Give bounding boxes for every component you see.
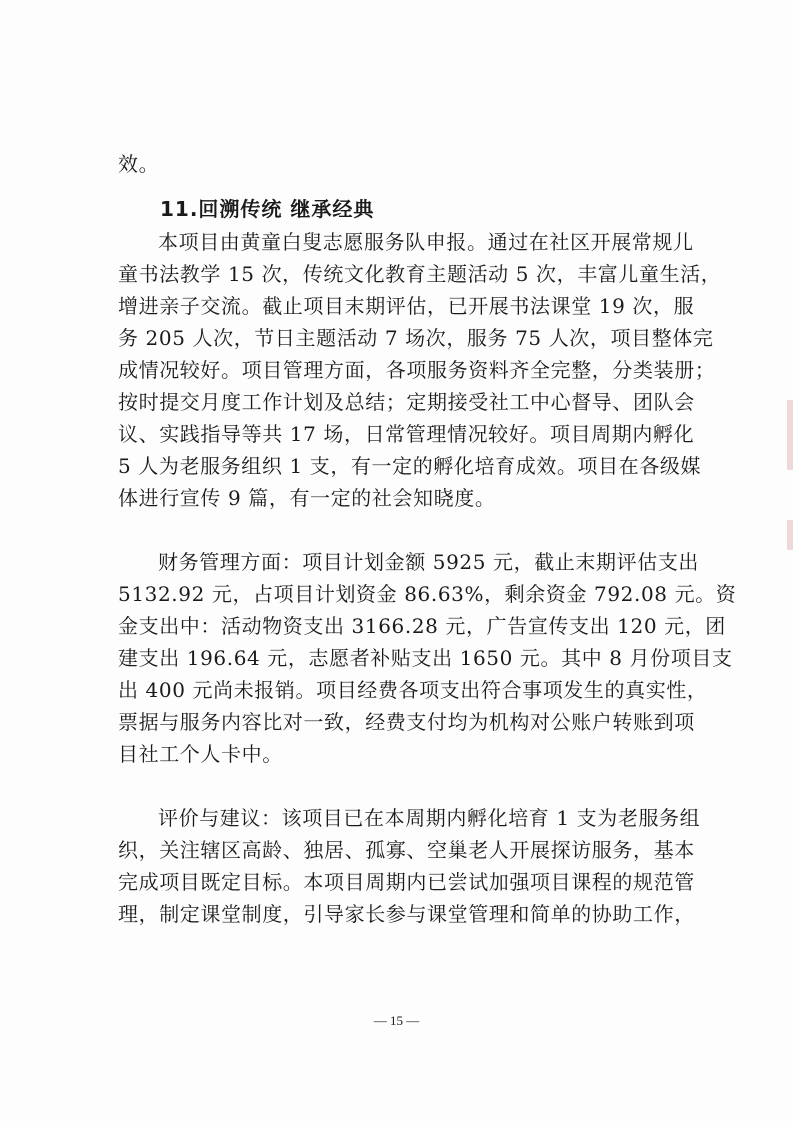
text-line: 金支出中：活动物资支出 3166.28 元，广告宣传支出 120 元，团 <box>118 614 726 638</box>
text-line: 财务管理方面：项目计划金额 5925 元，截止末期评估支出 <box>158 550 700 574</box>
paragraph-evaluation <box>118 802 701 930</box>
text-line: 票据与服务内容比对一致，经费支付均为机构对公账户转账到项 <box>118 710 695 734</box>
text-line: 议、实践指导等共 17 场，日常管理情况较好。项目周期内孵化 <box>118 422 695 446</box>
text-line: 增进亲子交流。截止项目末期评估，已开展书法课堂 19 次，服 <box>118 294 695 318</box>
text-line: 成情况较好。项目管理方面，各项服务资料齐全完整，分类装册； <box>118 358 716 382</box>
section-heading: 11.回溯传统 继承经典 <box>160 197 375 221</box>
continuation-text <box>118 148 684 180</box>
text-line: 理，制定课堂制度，引导家长参与课堂管理和简单的协助工作， <box>118 902 695 926</box>
text-line: 完成项目既定目标。本项目周期内已尝试加强项目课程的规范管 <box>118 870 695 894</box>
text-line: 出 400 元尚未报销。项目经费各项支出符合事项发生的真实性， <box>118 678 708 702</box>
scan-edge-mark <box>787 520 793 550</box>
text-line: 5132.92 元，占项目计划资金 86.63%，剩余资金 792.08 元。资 <box>118 582 737 606</box>
text-line: 体进行宣传 9 篇，有一定的社会知晓度。 <box>118 486 496 510</box>
text-line: 童书法教学 15 次，传统文化教育主题活动 5 次，丰富儿童生活， <box>118 262 722 286</box>
text-line: 本项目由黄童白叟志愿服务队申报。通过在社区开展常规儿 <box>158 230 694 254</box>
text-line: 目社工个人卡中。 <box>118 742 283 766</box>
text-line: 5 人为老服务组织 1 支，有一定的孵化培育成效。项目在各级媒 <box>118 454 702 478</box>
page-number: — 15 — <box>373 1013 420 1028</box>
text-line: 效。 <box>118 152 160 176</box>
text-line: 织，关注辖区高龄、独居、孤寡、空巢老人开展探访服务，基本 <box>118 838 695 862</box>
text-line: 评价与建议：该项目已在本周期内孵化培育 1 支为老服务组 <box>158 806 701 830</box>
text-line: 务 205 人次，节日主题活动 7 场次，服务 75 人次，项目整体完 <box>118 326 714 350</box>
paragraph-project-summary <box>118 226 722 514</box>
text-line: 建支出 196.64 元，志愿者补贴支出 1650 元。其中 8 月份项目支 <box>118 646 733 670</box>
paragraph-financial-management <box>118 546 737 770</box>
text-line: 按时提交月度工作计划及总结；定期接受社工中心督导、团队会 <box>118 390 695 414</box>
scan-edge-mark <box>787 400 793 470</box>
